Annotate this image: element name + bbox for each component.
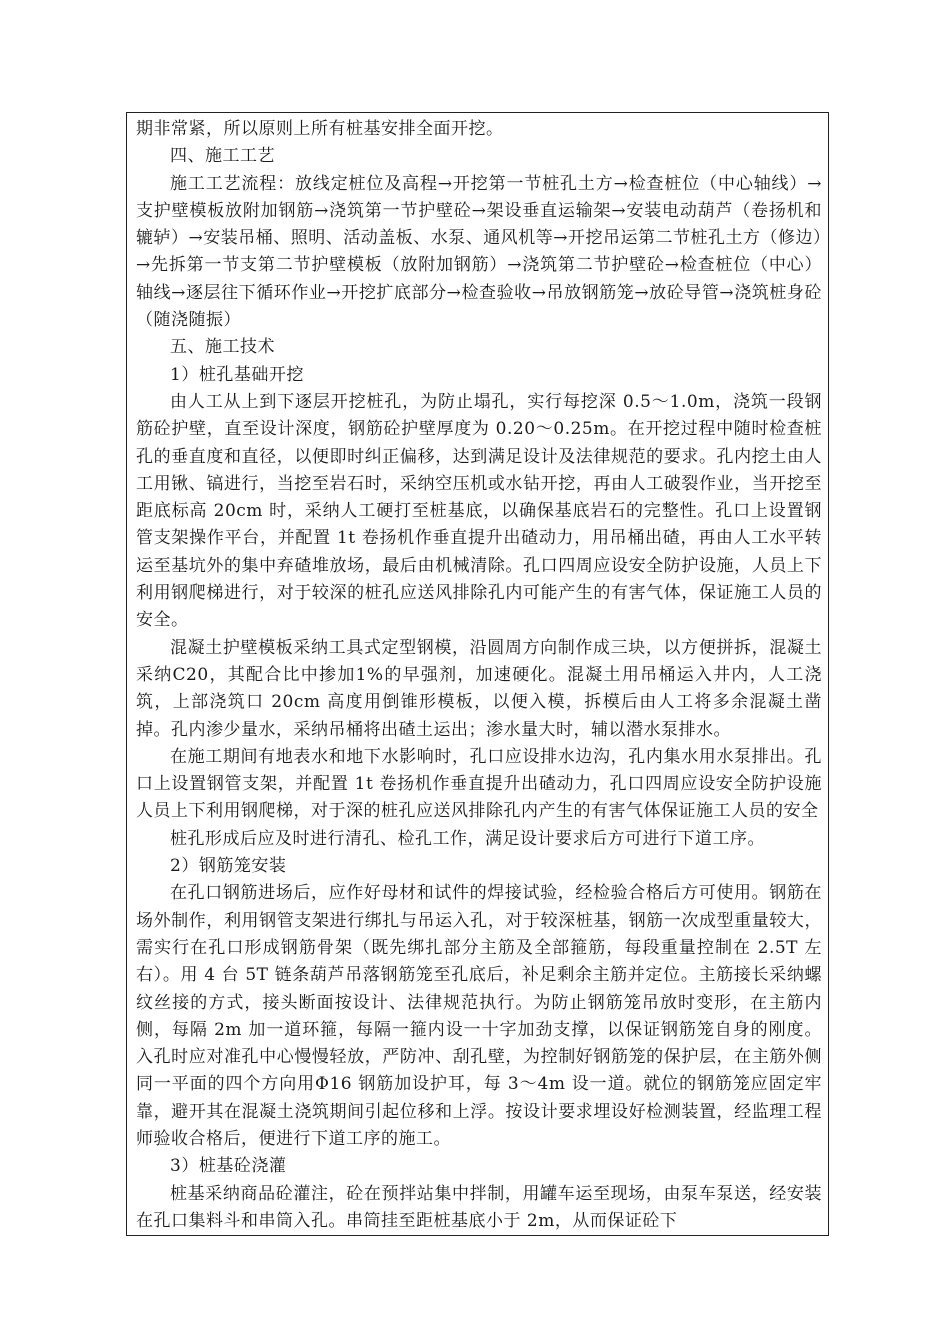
section-heading-technique: 五、施工技术: [170, 337, 275, 358]
paragraph-hole-cleaning: 桩孔形成后应及时进行清孔、检孔工作，满足设计要求后方可进行下道工序。: [170, 828, 765, 849]
paragraph-continuation: 期非常紧，所以原则上所有桩基安排全面开挖。: [136, 119, 504, 139]
section-heading-process: 四、施工工艺: [170, 146, 275, 167]
paragraph-excavation: 由人工从上到下逐层开挖桩孔，为防止塌孔，实行每挖深 0.5～1.0m，浇筑一段钢筋砼护壁，直至设计深度，钢筋砼护壁厚度为 0.20～0.25m。在开挖过程中随时检查桩孔的垂直度和直径，以便即时纠正偏移，达到满足设计及法律规范的要求。孔内挖土由人工用锹、镐进行，当挖至岩石时，采纳空压机或水钻开挖，再由人工破裂作业，当开挖至距底标高 20cm 时，采纳人工硬打至桩基底，以确保基底岩石的完整性。孔口上设置钢管支架操作平台，并配置 1t 卷扬机作垂直提升出碴动力，用吊桶出碴，再由人工水平转运至基坑外的集中弃碴堆放场，最后由机械清除。孔口四周应设安全防护设施，人员上下利用钢爬梯进行，对于较深的桩孔应送风排除孔内可能产生的有害气体，保证施工人员的安全。: [136, 391, 823, 631]
document-frame: [126, 112, 829, 1236]
paragraph-formwork: 混凝土护壁模板采纳工具式定型钢模，沿圆周方向制作成三块，以方便拼拆，混凝土采纳C20，其配合比中掺加1%的早强剂，加速硬化。混凝土用吊桶运入井内，人工浇筑，上部浇筑口 20cm 高度用倒锥形模板，以便入模，拆模后由人工将多余混凝土凿掉。孔内渗少量水，采纳吊桶将出碴土运出；渗水量大时，辅以潜水泵排水。: [136, 637, 822, 740]
document-body: [127, 113, 828, 1235]
paragraph-rebar-cage: 在孔口钢筋进场后，应作好母材和试件的焊接试验，经检验合格后方可使用。钢筋在场外制作，利用钢管支架进行绑扎与吊运入孔，对于较深桩基，钢筋一次成型重量较大，需实行在孔口形成钢筋骨架（既先绑扎部分主筋及全部箍筋，每段重量控制在 2.5T 左右）。用 4 台 5T 链条葫芦吊落钢筋笼至孔底后，补足剩余主筋并定位。主筋接长采纳螺纹丝接的方式，接头断面按设计、法律规范执行。为防止钢筋笼吊放时变形，在主筋内侧，每隔 2m 加一道环箍，每隔一箍内设一十字加劲支撑，以保证钢筋笼自身的刚度。入孔时应对准孔中心慢慢轻放，严防冲、刮孔壁，为控制好钢筋笼的保护层，在主筋外侧同一平面的四个方向用Φ16 钢筋加设护耳，每 3～4m 设一道。就位的钢筋笼应固定牢靠，避开其在混凝土浇筑期间引起位移和上浮。按设计要求埋设好检测装置，经监理工程师验收合格后，便进行下道工序的施工。: [136, 883, 822, 1149]
paragraph-concrete-pouring: 桩基采纳商品砼灌注，砼在预拌站集中拌制，用罐车运至现场，由泵车泵送，经安装在孔口集料斗和串筒入孔。串筒挂至距桩基底小于 2m，从而保证砼下: [136, 1183, 822, 1231]
subheading-concrete-pouring: 3）桩基砼浇灌: [170, 1156, 287, 1177]
paragraph-process-flow: 施工工艺流程：放线定桩位及高程→开挖第一节桩孔土方→检查桩位（中心轴线）→支护壁模板放附加钢筋→浇筑第一节护壁砼→架设垂直运输架→安装电动葫芦（卷扬机和辘轳）→安装吊桶、照明、活动盖板、水泵、通风机等→开挖吊运第二节桩孔土方（修边）→先拆第一节支第二节护壁模板（放附加钢筋）→浇筑第二节护壁砼→检查桩位（中心）轴线→逐层往下循环作业→开挖扩底部分→检查验收→吊放钢筋笼→放砼导管→浇筑桩身砼（随浇随振）: [136, 173, 822, 331]
subheading-rebar-cage: 2）钢筋笼安装: [170, 856, 287, 877]
paragraph-drainage: 在施工期间有地表水和地下水影响时，孔口应设排水边沟，孔内集水用水泵排出。孔口上设置钢管支架，并配置 1t 卷扬机作垂直提升出碴动力，孔口四周应设安全防护设施人员上下利用钢爬梯，对于深的桩孔应送风排除孔内产生的有害气体保证施工人员的安全: [136, 746, 822, 822]
subheading-excavation: 1）桩孔基础开挖: [170, 364, 304, 385]
